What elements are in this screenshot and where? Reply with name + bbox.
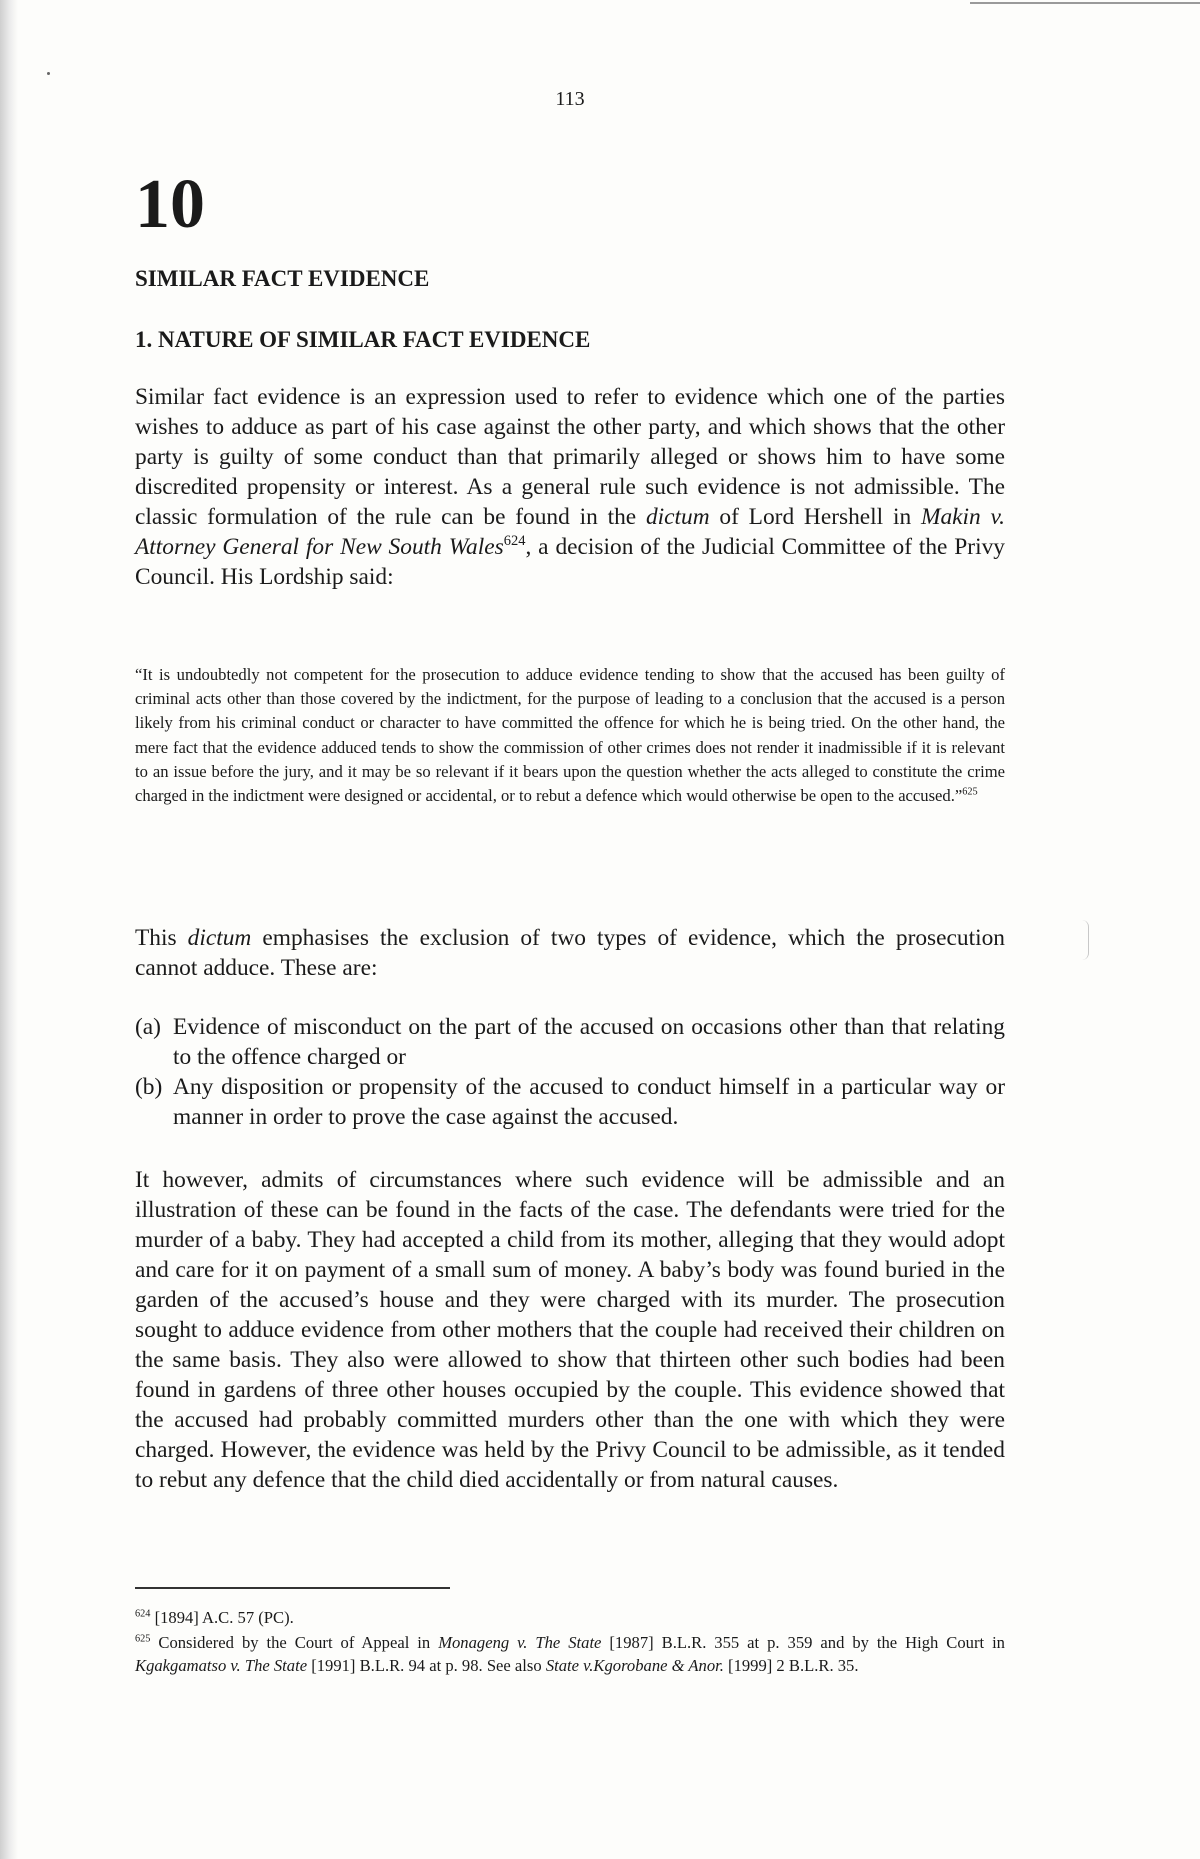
footnote-reference: 625	[962, 786, 978, 798]
body-paragraph	[135, 923, 1005, 983]
paragraph-text: , a decision of the Judicial Committee of the Privy Council. His Lordship said:	[135, 534, 1005, 590]
list-item	[135, 1072, 1005, 1132]
case-citation: Kgakgamatso v. The State	[135, 1656, 308, 1675]
footnote-text: Considered by the Court of Appeal in	[150, 1633, 439, 1652]
footnote-separator	[135, 1587, 450, 1589]
footnote-number: 625	[135, 1633, 151, 1645]
paragraph-text: Similar fact evidence is an expression used to refer to evidence which one of the parties wishes to adduce as part of his case against the other party, and which shows that the other party is guilty of some conduct than that primarily alleged or shows him to have some discredited propensity or interest. As a general rule such evidence is not admissible. The classic formulation of the rule can be found in the	[135, 384, 1005, 530]
footnote-text: [1999] 2 B.L.R. 35.	[723, 1656, 859, 1675]
list-item-label: (a)	[135, 1014, 161, 1040]
case-citation: Monageng v. The State	[438, 1633, 602, 1652]
footnote-number: 624	[135, 1608, 151, 1620]
list-item-text: Any disposition or propensity of the accused to conduct himself in a particular way or manner in order to prove the case against the accused.	[173, 1074, 1005, 1130]
list-item-text: Evidence of misconduct on the part of the accused on occasions other than that relating to the offence charged or	[173, 1014, 1005, 1070]
list-item-label: (b)	[135, 1074, 163, 1100]
chapter-number: 10	[135, 166, 205, 243]
case-citation: State v.Kgorobane & Anor.	[545, 1656, 724, 1675]
margin-pencil-mark	[1082, 920, 1089, 960]
footnote-text: [1894] A.C. 57 (PC).	[150, 1608, 294, 1627]
quote-text: “It is undoubtedly not competent for the prosecution to adduce evidence tending to show that the accused has been guilty of criminal acts other than those covered by the indictment, for the purpose of leading to a conclusion that the accused is a person likely from his criminal conduct or character to have committed the offence for which he is being tried. On the other hand, the mere fact that the evidence adduced tends to show the commission of other crimes does not render it inadmissible if it is relevant to an issue before the jury, and it may be so relevant if it bears upon the question whether the acts alleged to constitute the crime charged in the indictment were designed or accidental, or to rebut a defence which would otherwise be open to the accused.”	[135, 665, 1005, 806]
case-citation: Makin v. Attorney General for New South Wales	[135, 504, 1005, 560]
paragraph-text: of Lord Hershell in	[709, 504, 921, 530]
footnote-text: [1987] B.L.R. 355 at p. 359 and by the High Court in	[601, 1633, 1005, 1652]
scan-speck	[47, 72, 50, 75]
body-paragraph: It however, admits of circumstances where such evidence will be admissible and an illustration of these can be found in the facts of the case. The defendants were tried for the murder of a baby. They had accepted a child from its mother, alleging that they would adopt and care for it on payment of a small sum of money. A baby’s body was found buried in the garden of the accused’s house and they were charged with its murder. The prosecution sought to adduce evidence from other mothers that the couple had received their children on the same basis. They also were allowed to show that thirteen other such bodies had been found in gardens of three other houses occupied by the couple. This evidence showed that the accused had probably committed murders other than the one with which they were charged. However, the evidence was held by the Privy Council to be admissible, as it tended to rebut any defence that the child died accidentally or from natural causes.	[135, 1167, 1005, 1493]
paragraph-text: This	[135, 925, 188, 951]
paragraph-text: emphasises the exclusion of two types of evidence, which the prosecution cannot adduce. These are:	[135, 925, 1006, 981]
footnote	[135, 1606, 1005, 1629]
scan-edge-shadow	[0, 0, 18, 1859]
section-heading: 1. NATURE OF SIMILAR FACT EVIDENCE	[135, 327, 591, 352]
body-paragraph	[135, 382, 1005, 592]
chapter-title: SIMILAR FACT EVIDENCE	[135, 266, 430, 291]
footnote-reference: 624	[503, 533, 526, 550]
dictum-term: dictum	[645, 504, 710, 530]
page-number: 113	[555, 88, 585, 110]
block-quote	[135, 663, 1005, 808]
footnote	[135, 1631, 1005, 1677]
dictum-term: dictum	[187, 925, 252, 951]
list-item	[135, 1012, 1005, 1072]
scan-top-rule	[970, 2, 1200, 4]
footnote-text: [1991] B.L.R. 94 at p. 98. See also	[307, 1656, 546, 1675]
